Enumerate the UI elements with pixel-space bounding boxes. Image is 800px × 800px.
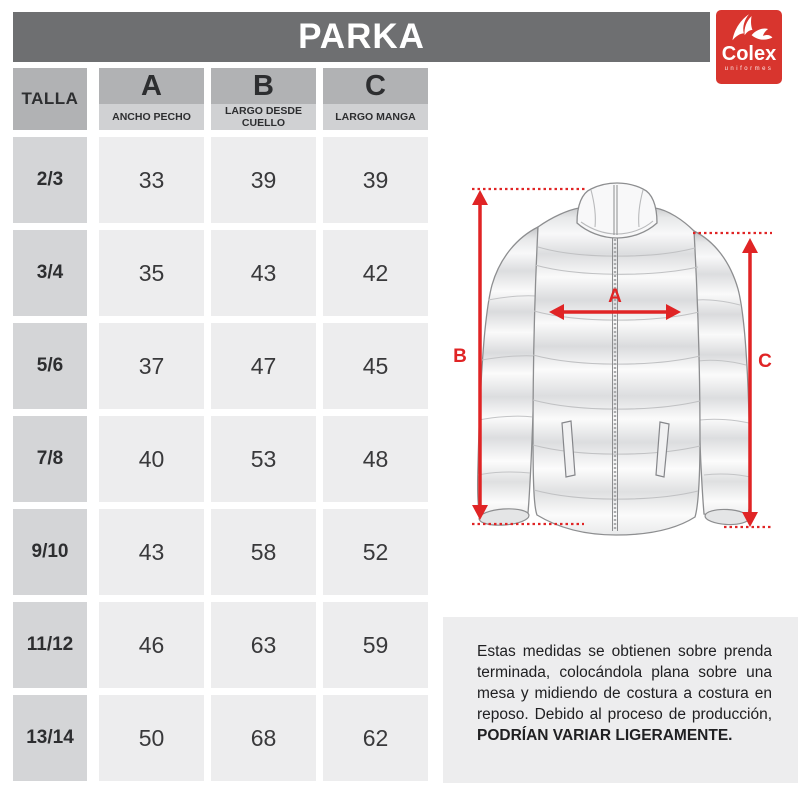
column-label-c: LARGO MANGA: [323, 104, 428, 130]
measurement-value-cell: 47: [211, 323, 316, 409]
measurement-value-cell: 68: [211, 695, 316, 781]
measurement-value-cell: 40: [99, 416, 204, 502]
brand-tagline: uniformes: [724, 66, 774, 72]
measurement-value-cell: 59: [323, 602, 428, 688]
size-label-cell: 3/4: [13, 230, 87, 316]
measurement-value-cell: 62: [323, 695, 428, 781]
brand-logo: [716, 10, 782, 84]
column-header-a: [99, 68, 204, 130]
brand-name: Colex: [721, 43, 777, 65]
column-letter-c: C: [323, 68, 428, 104]
left-sleeve: [478, 227, 538, 520]
note-bold-text: PODRÍAN VARIAR LIGERAMENTE.: [477, 727, 733, 744]
measurement-value-cell: 43: [99, 509, 204, 595]
measurement-note: [443, 617, 798, 783]
page-title: PARKA: [298, 17, 425, 56]
size-label-cell: 13/14: [13, 695, 87, 781]
measurement-value-cell: 33: [99, 137, 204, 223]
size-label-cell: 2/3: [13, 137, 87, 223]
note-text: Estas medidas se obtienen sobre prenda terminada, colocándola plana sobre una mesa y midiendo de costura a costura en reposo. Debido al proceso de producción,: [477, 643, 772, 723]
size-label-cell: 5/6: [13, 323, 87, 409]
measurement-value-cell: 35: [99, 230, 204, 316]
measure-label-a: A: [608, 286, 622, 307]
column-label-a: ANCHO PECHO: [99, 104, 204, 130]
size-label-cell: 7/8: [13, 416, 87, 502]
measurement-value-cell: 52: [323, 509, 428, 595]
size-table: [13, 68, 428, 781]
measurement-value-cell: 45: [323, 323, 428, 409]
size-label-cell: 11/12: [13, 602, 87, 688]
bird-icon: [723, 13, 775, 45]
measurement-value-cell: 37: [99, 323, 204, 409]
measure-label-c: C: [758, 351, 772, 372]
jacket-measurement-diagram: [448, 165, 798, 565]
measurement-value-cell: 58: [211, 509, 316, 595]
jacket-body: [533, 204, 700, 535]
column-letter-a: A: [99, 68, 204, 104]
measurement-value-cell: 42: [323, 230, 428, 316]
measurement-value-cell: 48: [323, 416, 428, 502]
size-label-cell: 9/10: [13, 509, 87, 595]
measurement-value-cell: 50: [99, 695, 204, 781]
column-header-b: [211, 68, 316, 130]
measurement-value-cell: 39: [323, 137, 428, 223]
measurement-value-cell: 53: [211, 416, 316, 502]
column-letter-b: B: [211, 68, 316, 104]
title-bar: [13, 12, 710, 62]
measurement-value-cell: 46: [99, 602, 204, 688]
column-header-c: [323, 68, 428, 130]
size-column-header: TALLA: [13, 68, 87, 130]
measure-label-b: B: [453, 346, 467, 367]
measurement-value-cell: 39: [211, 137, 316, 223]
column-label-b: LARGO DESDE CUELLO: [211, 104, 316, 130]
measurement-value-cell: 63: [211, 602, 316, 688]
measurement-value-cell: 43: [211, 230, 316, 316]
